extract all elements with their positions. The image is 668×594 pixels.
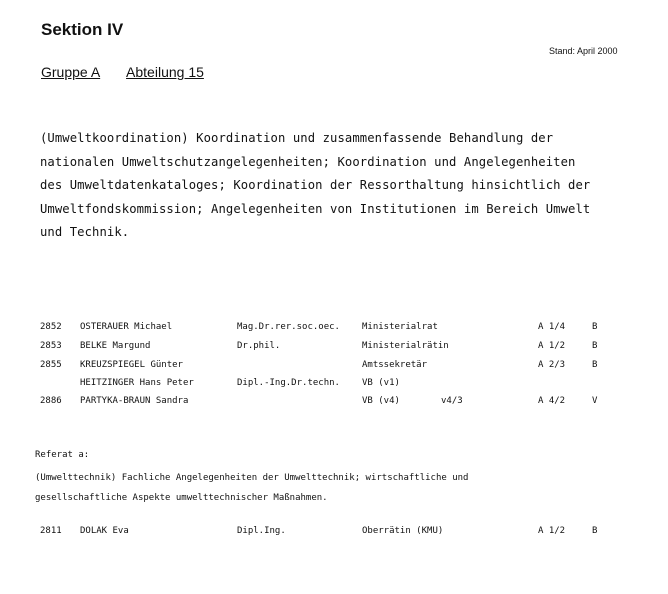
staff-name: KREUZSPIEGEL Günter — [80, 360, 183, 370]
staff-name: BELKE Margund — [80, 341, 151, 351]
staff-grade: A 1/2 — [538, 341, 566, 351]
department-description: (Umweltkoordination) Koordination und zusammenfassende Behandlung der nationalen Umweltschutzangelegenheiten; Koordination und Angelegenheiten des Umweltdatenkataloges; Koordination der Ressorthaltung hinsichtlich der Umweltfondskommission; Angelegenheiten von Institutionen im Bereich Umwelt und Technik. — [40, 131, 591, 240]
referat-description: (Umwelttechnik) Fachliche Angelegenheiten der Umwelttechnik; wirtschaftliche und gesellschaftliche Aspekte umwelttechnischer Maßnahmen. — [35, 473, 469, 503]
staff-position: Oberrätin (KMU) — [362, 526, 444, 536]
staff-position: Ministerialrat — [362, 322, 438, 332]
staff-name: OSTERAUER Michael — [80, 322, 173, 332]
group-line — [41, 64, 204, 80]
staff-title: Mag.Dr.rer.soc.oec. — [237, 322, 340, 332]
staff-name: HEITZINGER Hans Peter — [80, 378, 194, 388]
staff-extra: v4/3 — [441, 396, 463, 406]
referat-label: Referat a: — [35, 450, 90, 460]
section-heading: Sektion IV — [41, 20, 124, 39]
staff-number: 2886 — [40, 396, 62, 406]
staff-grade: A 1/4 — [538, 322, 566, 332]
staff-flag: V — [592, 396, 598, 406]
staff-name: DOLAK Eva — [80, 526, 129, 536]
staff-number: 2852 — [40, 322, 62, 332]
staff-title: Dipl.Ing. — [237, 526, 286, 536]
staff-grade: A 1/2 — [538, 526, 566, 536]
staff-flag: B — [592, 360, 598, 370]
staff-position: VB (v4) — [362, 396, 400, 406]
staff-position: Ministerialrätin — [362, 341, 449, 351]
staff-flag: B — [592, 322, 598, 332]
staff-position: VB (v1) — [362, 378, 400, 388]
staff-position: Amtssekretär — [362, 360, 428, 370]
department-label: Abteilung 15 — [126, 64, 204, 80]
staff-number: 2853 — [40, 341, 62, 351]
staff-number: 2811 — [40, 526, 62, 536]
staff-flag: B — [592, 526, 598, 536]
staff-flag: B — [592, 341, 598, 351]
group-label: Gruppe A — [41, 64, 101, 80]
staff-grade: A 2/3 — [538, 360, 566, 370]
staff-name: PARTYKA-BRAUN Sandra — [80, 396, 189, 406]
staff-grade: A 4/2 — [538, 396, 566, 406]
date-stamp: Stand: April 2000 — [549, 46, 618, 56]
staff-title: Dr.phil. — [237, 341, 281, 351]
staff-title: Dipl.-Ing.Dr.techn. — [237, 378, 340, 388]
staff-number: 2855 — [40, 360, 62, 370]
